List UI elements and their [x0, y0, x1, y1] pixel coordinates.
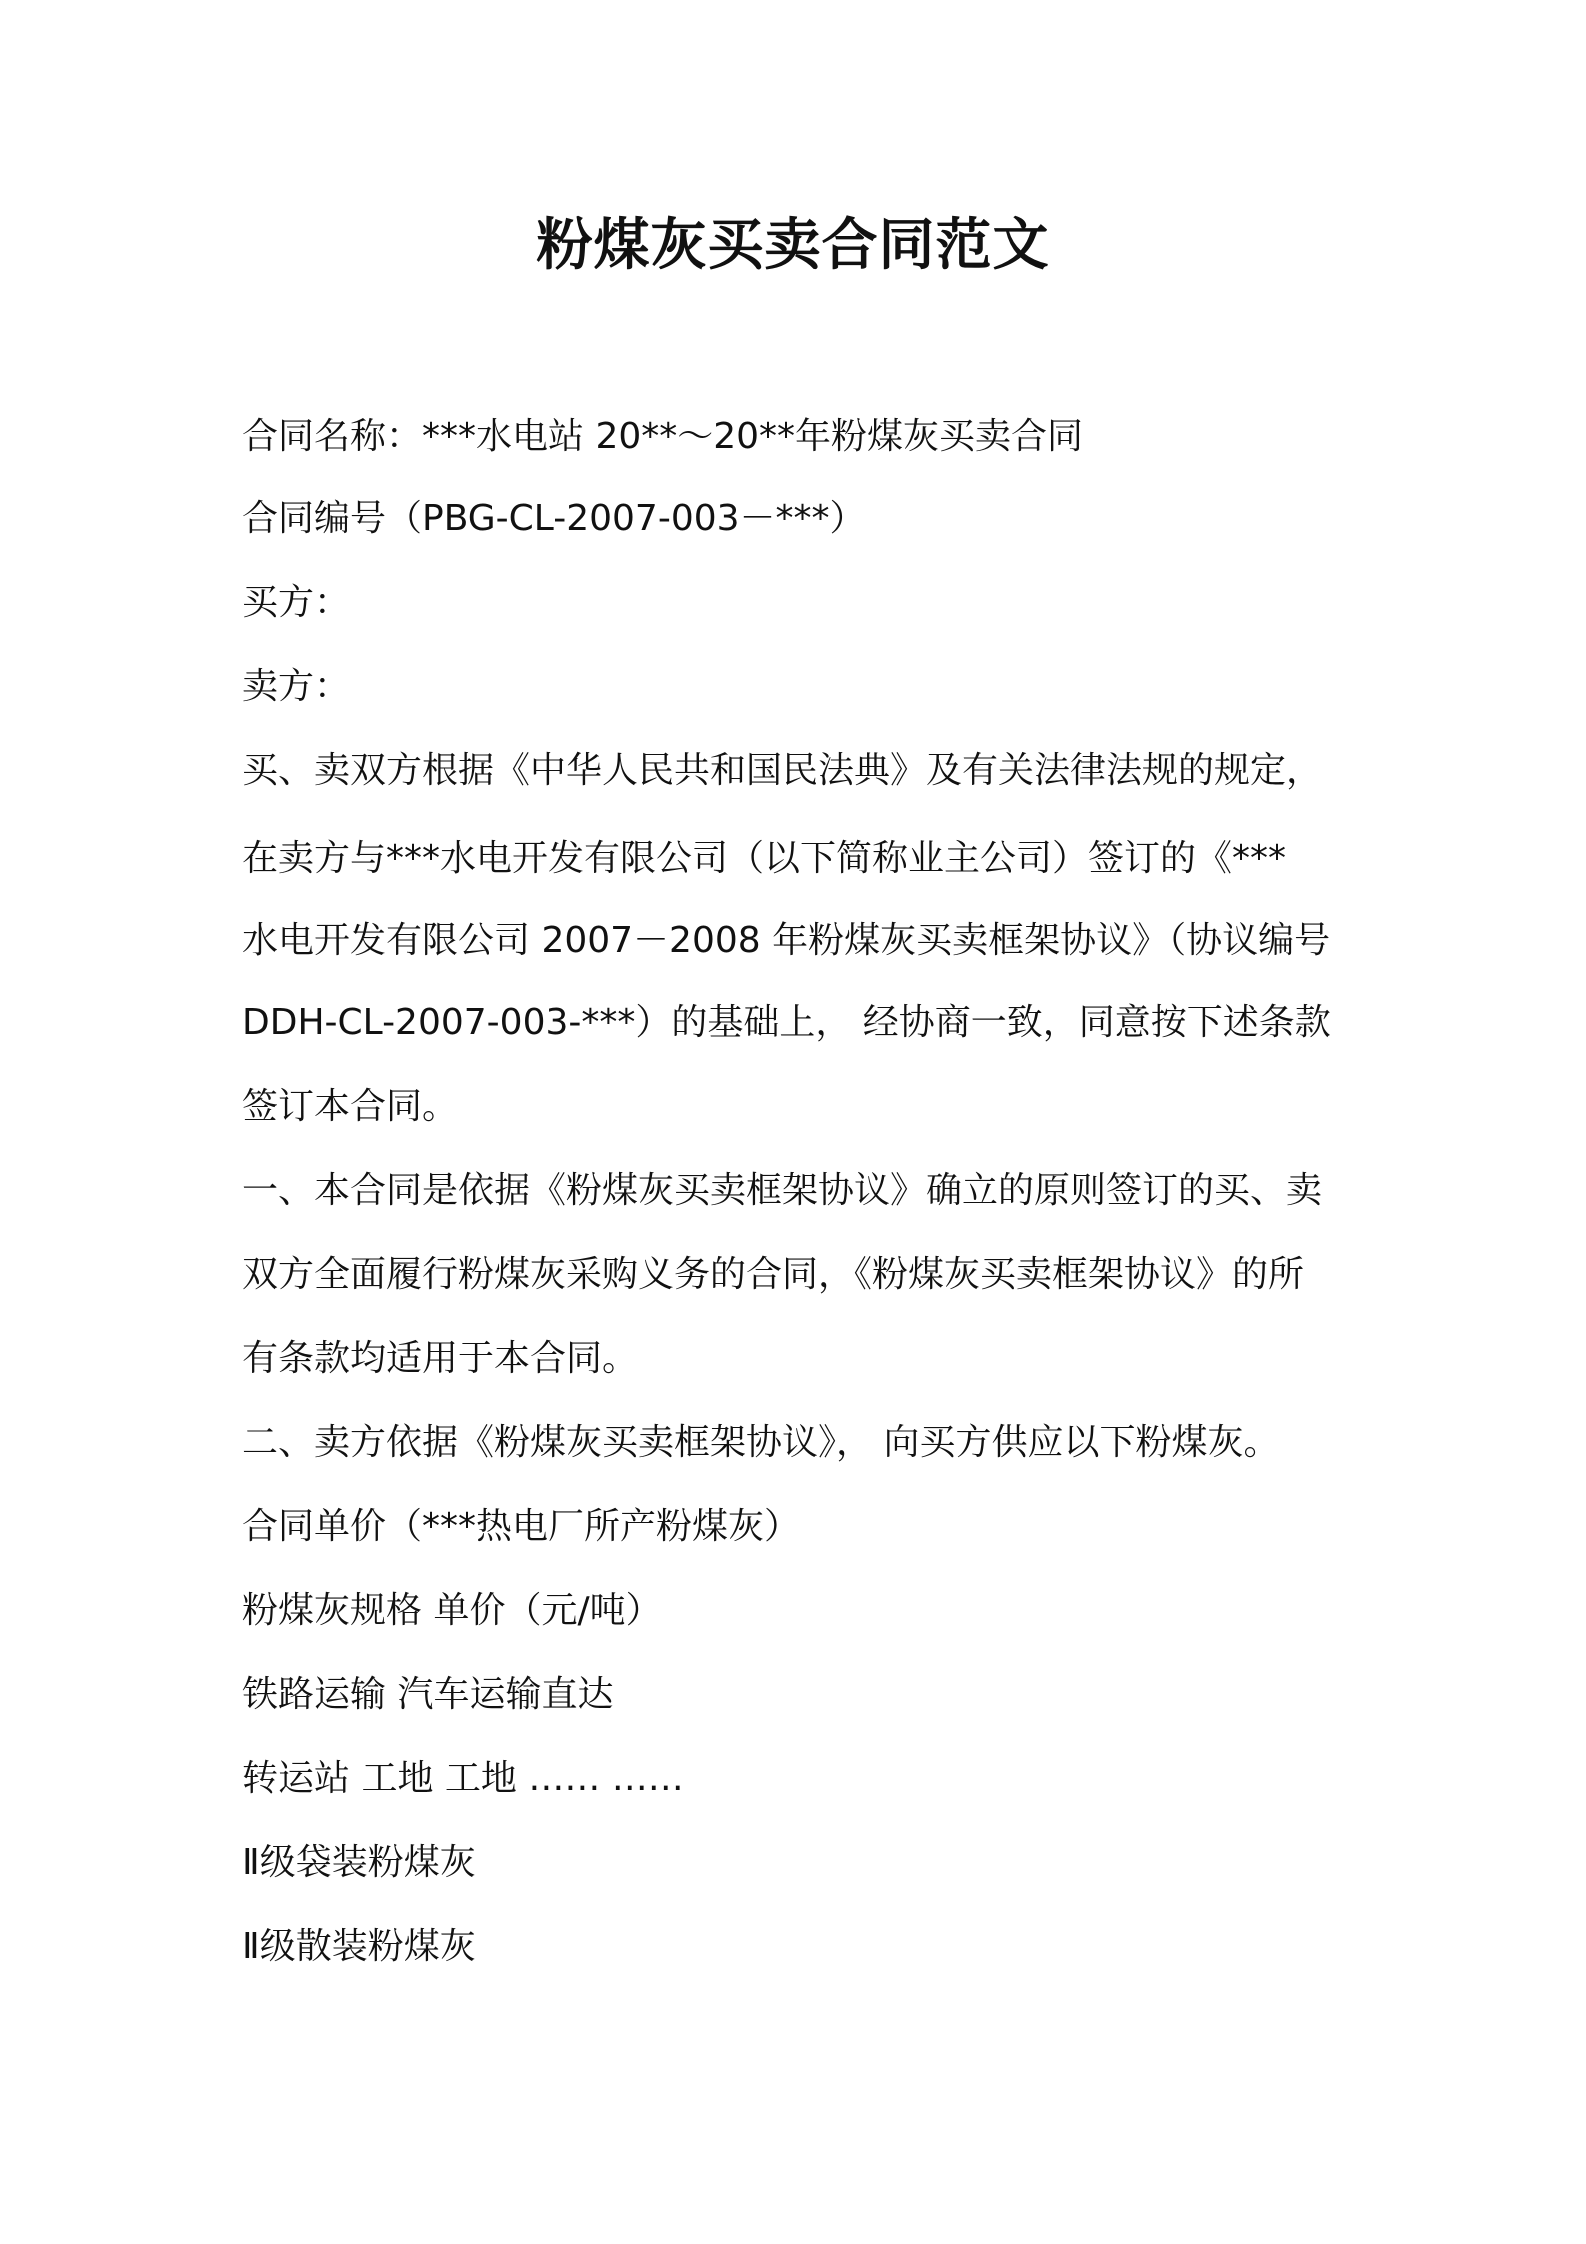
- bagged-ash-line: Ⅱ级袋装粉煤灰: [242, 1842, 476, 1883]
- transport-line: 铁路运输 汽车运输直达: [242, 1674, 614, 1715]
- clause-two-line: 二、卖方依据《粉煤灰买卖框架协议》， 向买方供应以下粉煤灰。: [242, 1422, 1280, 1463]
- preamble-line-2: 在卖方与***水电开发有限公司（以下简称业主公司）签订的《***: [242, 838, 1287, 879]
- preamble-line-3: 水电开发有限公司 2007－2008 年粉煤灰买卖框架协议》（协议编号: [242, 920, 1331, 961]
- contract-name-line: 合同名称：***水电站 20**～20**年粉煤灰买卖合同: [242, 416, 1084, 457]
- seller-line: 卖方：: [242, 666, 351, 707]
- contract-number-line: 合同编号（PBG-CL-2007-003－***）: [242, 498, 866, 539]
- buyer-line: 买方：: [242, 582, 351, 623]
- preamble-line-1: 买、卖双方根据《中华人民共和国民法典》及有关法律法规的规定，: [242, 750, 1323, 791]
- document-title: 粉煤灰买卖合同范文: [536, 213, 1050, 278]
- preamble-line-4: DDH-CL-2007-003-***）的基础上， 经协商一致，同意按下述条款: [242, 1002, 1331, 1043]
- delivery-point-line: 转运站 工地 工地 …… ……: [242, 1758, 684, 1799]
- unit-price-heading: 合同单价（***热电厂所产粉煤灰）: [242, 1506, 801, 1547]
- preamble-line-5: 签订本合同。: [242, 1086, 459, 1127]
- clause-one-line-1: 一、本合同是依据《粉煤灰买卖框架协议》确立的原则签订的买、卖: [242, 1170, 1323, 1211]
- bulk-ash-line: Ⅱ级散装粉煤灰: [242, 1926, 476, 1967]
- clause-one-line-3: 有条款均适用于本合同。: [242, 1338, 639, 1379]
- spec-price-line: 粉煤灰规格 单价（元/吨）: [242, 1590, 662, 1631]
- clause-one-line-2: 双方全面履行粉煤灰采购义务的合同，《粉煤灰买卖框架协议》的所: [242, 1254, 1305, 1295]
